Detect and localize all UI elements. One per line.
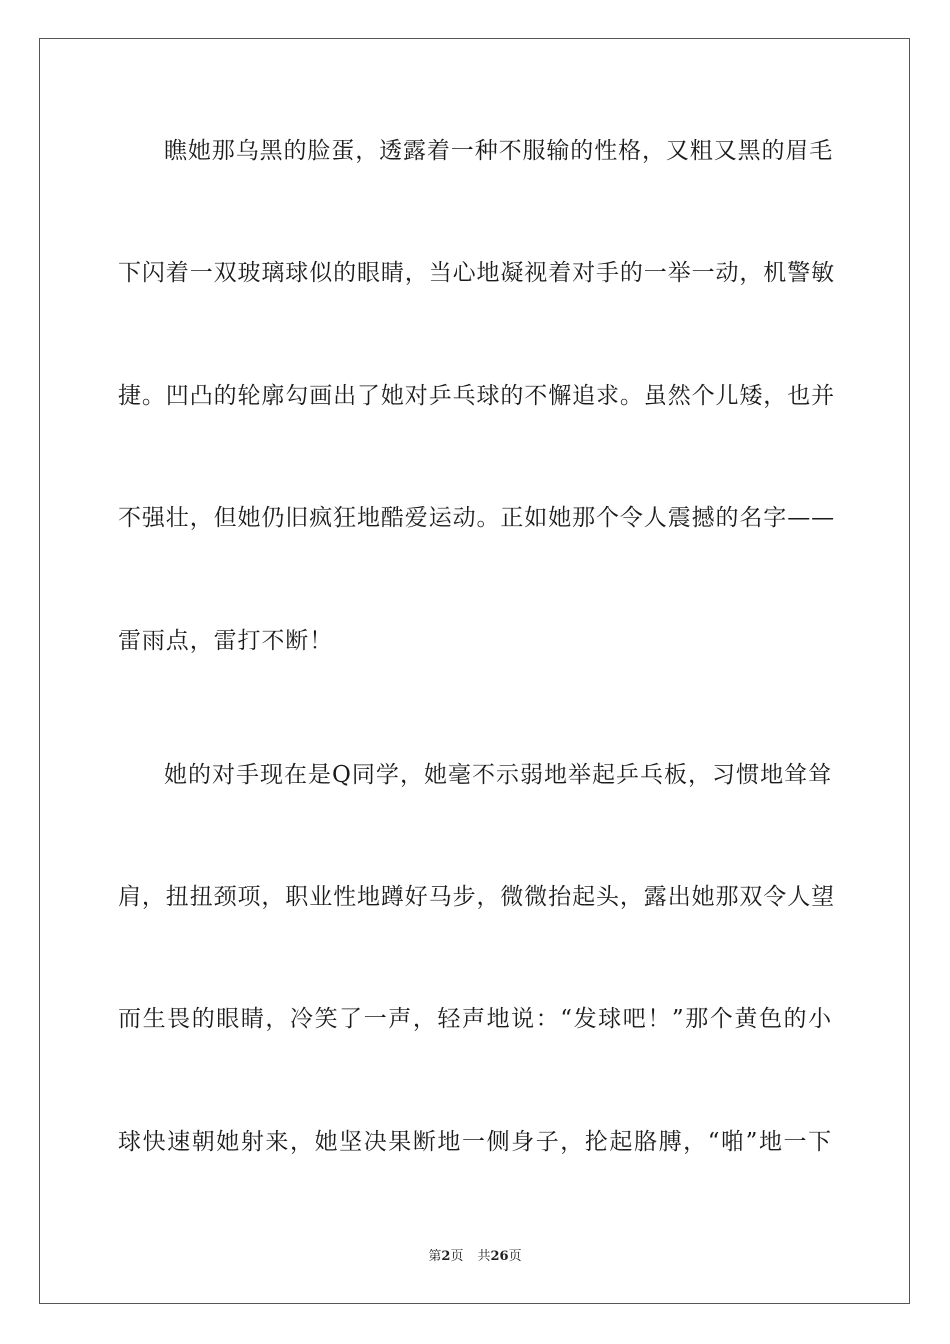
paragraph-1-line-2: 下闪着一双玻璃球似的眼睛，当心地凝视着对手的一举一动，机警敏 [118, 260, 835, 286]
page-label: 第2页 [428, 1249, 464, 1264]
paragraph-1-line-1: 瞧她那乌黑的脸蛋，透露着一种不服输的性格，又粗又黑的眉毛 [164, 138, 834, 164]
page-footer [0, 1248, 950, 1266]
paragraph-2-line-3: 而生畏的眼睛，冷笑了一声，轻声地说：“发球吧！”那个黄色的小 [118, 1006, 832, 1032]
paragraph-2-line-2: 肩，扭扭颈项，职业性地蹲好马步，微微抬起头，露出她那双令人望 [118, 884, 835, 910]
paragraph-2-line-4: 球快速朝她射来，她坚决果断地一侧身子，抡起胳膊，“啪”地一下 [118, 1129, 832, 1155]
total-pages: 26 [490, 1249, 509, 1264]
paragraph-1-line-3: 捷。凹凸的轮廓勾画出了她对乒乓球的不懈追求。虽然个儿矮，也并 [118, 383, 835, 409]
page-number: 2 [441, 1249, 451, 1264]
paragraph-2-line-1: 她的对手现在是Q同学，她毫不示弱地举起乒乓板，习惯地耸耸 [164, 762, 832, 788]
page-frame [39, 38, 910, 1304]
paragraph-1-line-5: 雷雨点，雷打不断！ [118, 628, 334, 654]
total-pages-label: 共26页 [477, 1249, 522, 1264]
paragraph-1-line-4: 不强壮，但她仍旧疯狂地酷爱运动。正如她那个令人震撼的名字—— [118, 505, 835, 531]
